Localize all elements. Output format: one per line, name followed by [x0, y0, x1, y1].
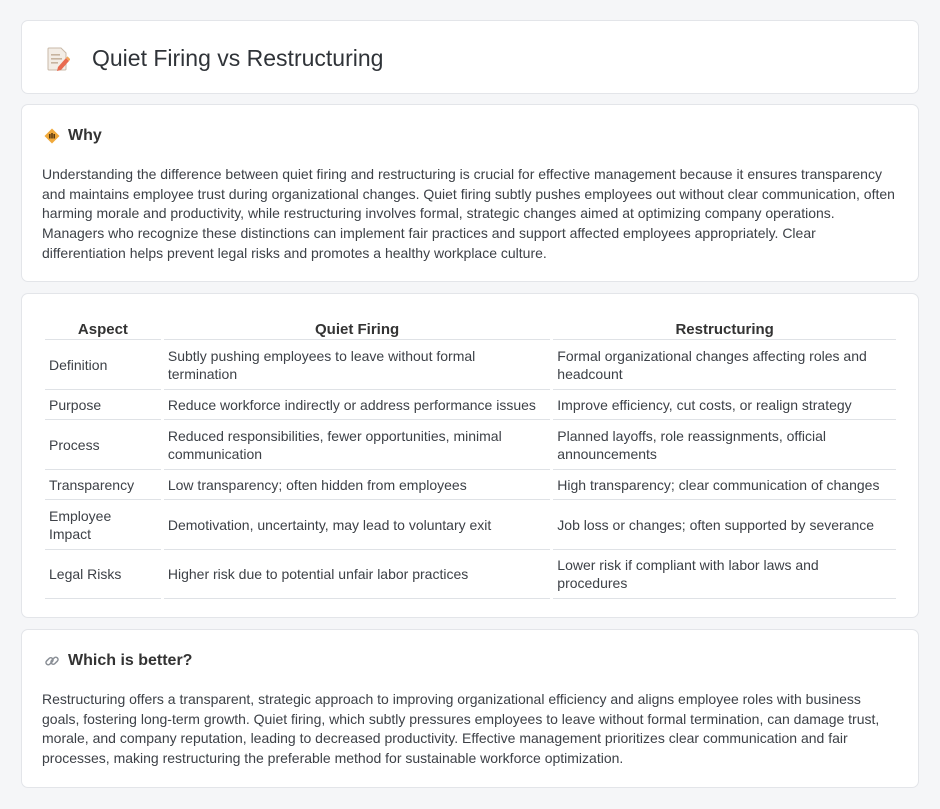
row-restructuring: Lower risk if compliant with labor laws and procedures — [553, 549, 896, 599]
comparison-table — [42, 318, 899, 599]
row-aspect: Employee Impact — [45, 499, 161, 549]
row-restructuring: Improve efficiency, cut costs, or realign strategy — [553, 389, 896, 419]
table-row — [45, 469, 896, 499]
row-aspect: Purpose — [45, 389, 161, 419]
row-quiet-firing: Demotivation, uncertainty, may lead to voluntary exit — [164, 499, 550, 549]
why-text: Understanding the difference between quiet firing and restructuring is crucial for effective management because it ensures transparency and maintains employee trust during organizational changes. Quiet firing subtly pushes employees out without clear communication, often harming morale and productivity, while restructuring involves formal, strategic changes aimed at optimizing company operations. Managers who recognize these distinctions can implement fair practices and support affected employees appropriately. Clear differentiation helps prevent legal risks and promotes a healthy workplace culture. — [42, 166, 895, 261]
which-is-better-text: Restructuring offers a transparent, strategic approach to improving organizational efficiency and aligns employee roles with business goals, fostering long-term growth. Quiet firing, which subtly pressures employees to leave without formal termination, can damage trust, morale, and company reputation, leading to decreased productivity. Effective management prioritizes clear communication and fair processes, making restructuring the preferable method for sustainable workforce optimization. — [42, 691, 880, 767]
warning-diamond-icon — [44, 128, 60, 144]
column-header-restructuring: Restructuring — [675, 321, 774, 338]
row-quiet-firing: Reduce workforce indirectly or address performance issues — [164, 389, 550, 419]
link-icon — [44, 653, 60, 669]
row-aspect: Process — [45, 419, 161, 469]
table-row — [45, 549, 896, 599]
column-header-aspect: Aspect — [77, 321, 128, 338]
row-aspect: Legal Risks — [45, 549, 161, 599]
table-row — [45, 389, 896, 419]
row-restructuring: Job loss or changes; often supported by severance — [553, 499, 896, 549]
why-section — [21, 104, 919, 282]
row-restructuring: Formal organizational changes affecting roles and headcount — [553, 339, 896, 389]
row-restructuring: Planned layoffs, role reassignments, official announcements — [553, 419, 896, 469]
row-quiet-firing: Subtly pushing employees to leave without formal termination — [164, 339, 550, 389]
comparison-section — [21, 293, 919, 618]
row-restructuring: High transparency; clear communication of changes — [553, 469, 896, 499]
row-quiet-firing: Low transparency; often hidden from employees — [164, 469, 550, 499]
column-header-quiet-firing: Quiet Firing — [314, 321, 400, 338]
table-row — [45, 419, 896, 469]
table-header-row — [45, 318, 896, 339]
header-card — [21, 20, 919, 94]
page-title: Quiet Firing vs Restructuring — [92, 45, 384, 71]
which-is-better-section — [21, 629, 919, 788]
which-is-better-title: Which is better? — [68, 652, 193, 669]
table-row — [45, 339, 896, 389]
document-pencil-icon — [46, 46, 70, 72]
why-title: Why — [68, 127, 102, 144]
row-quiet-firing: Reduced responsibilities, fewer opportunities, minimal communication — [164, 419, 550, 469]
row-aspect: Transparency — [45, 469, 161, 499]
row-aspect: Definition — [45, 339, 161, 389]
row-quiet-firing: Higher risk due to potential unfair labor practices — [164, 549, 550, 599]
table-row — [45, 499, 896, 549]
